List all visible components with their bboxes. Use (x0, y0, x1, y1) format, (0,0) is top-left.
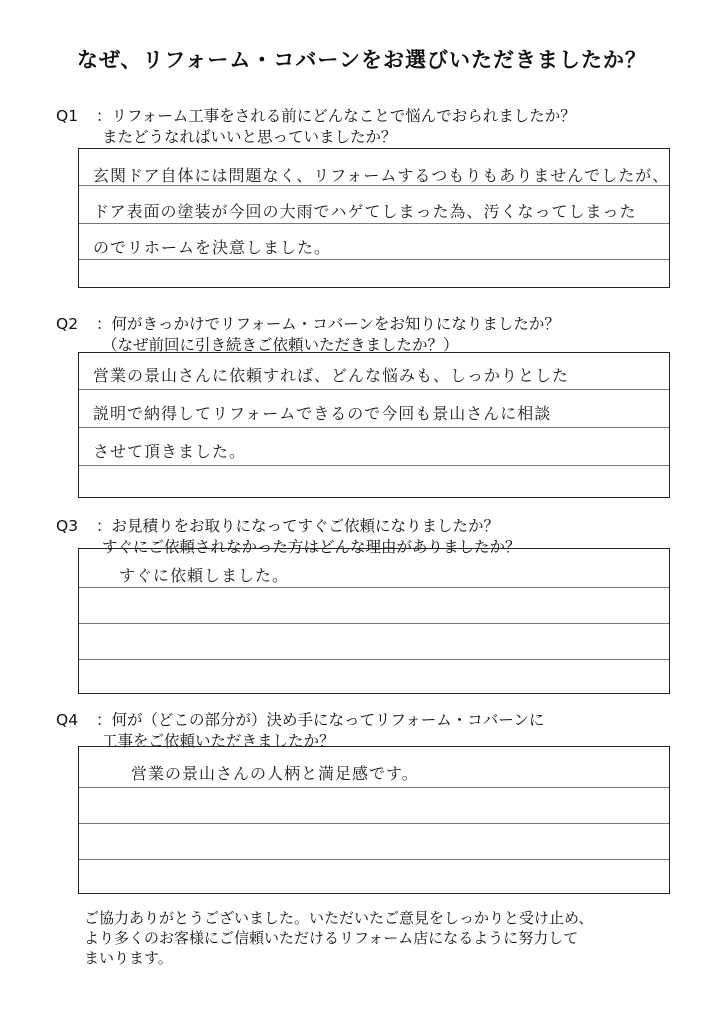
footer-line: まいります。 (84, 949, 173, 967)
answer-box-3 (78, 548, 670, 694)
answer-rule (79, 427, 669, 428)
page-title: なぜ、リフォーム・コバーンをお選びいただきましたか？ (77, 48, 647, 72)
question-text-line1: ：何がきっかけでリフォーム・コバーンをお知りになりましたか？ (96, 315, 560, 333)
question-2 (56, 314, 560, 356)
answer-line: 営業の景山さんに依頼すれば、どんな悩みも、しっかりとした (93, 366, 570, 385)
answer-rule (79, 587, 669, 588)
answer-rule (79, 223, 669, 224)
question-number: Q2 (56, 315, 79, 333)
answer-rule (79, 389, 669, 390)
answer-line: ドア表面の塗装が今回の大雨でハゲてしまった為、汚くなってしまった (93, 202, 637, 221)
question-text-line2: またどうなればいいと思っていましたか？ (102, 128, 397, 146)
answer-rule (79, 823, 669, 824)
answer-line: 説明で納得してリフォームできるので今回も景山さんに相談 (93, 404, 552, 423)
footer-note (84, 908, 684, 968)
answer-line: させて頂きました。 (93, 442, 247, 461)
question-text-line1: ：リフォーム工事をされる前にどんなことで悩んでおられましたか？ (96, 107, 576, 125)
question-text-line2: すぐにご依頼されなかった方はどんな理由がありましたか？ (102, 538, 521, 556)
question-1 (56, 106, 576, 148)
question-number: Q4 (56, 711, 79, 729)
answer-rule (79, 859, 669, 860)
answer-line: 営業の景山さんの人柄と満足感です。 (131, 764, 419, 783)
answer-rule (79, 659, 669, 660)
answer-rule (79, 787, 669, 788)
answer-line: すぐに依頼しました。 (119, 566, 290, 585)
question-number: Q3 (56, 517, 79, 535)
question-text-line2: （なぜ前回に引き続きご依頼いただきましたか？） (102, 336, 459, 354)
answer-box-1 (78, 148, 670, 288)
answer-box-2 (78, 352, 670, 498)
answer-rule (79, 259, 669, 260)
answer-rule (79, 465, 669, 466)
answer-rule (79, 623, 669, 624)
question-number: Q1 (56, 107, 79, 125)
question-text-line1: ：お見積りをお取りになってすぐご依頼になりましたか？ (96, 517, 500, 535)
answer-line: のでリホームを決意しました。 (93, 238, 332, 257)
question-text-line2: 工事をご依頼いただきましたか？ (102, 732, 335, 750)
footer-line: より多くのお客様にご信頼いただけるリフォーム店になるように努力して (84, 929, 579, 947)
answer-line: 玄関ドア自体には問題なく、リフォームするつもりもありませんでしたが、 (93, 166, 670, 185)
question-text-line1: ：何が（どこの部分が）決め手になってリフォーム・コバーンに (96, 711, 545, 729)
footer-line: ご協力ありがとうございました。いただいたご意見をしっかりと受け止め、 (84, 909, 594, 927)
answer-box-4 (78, 746, 670, 894)
